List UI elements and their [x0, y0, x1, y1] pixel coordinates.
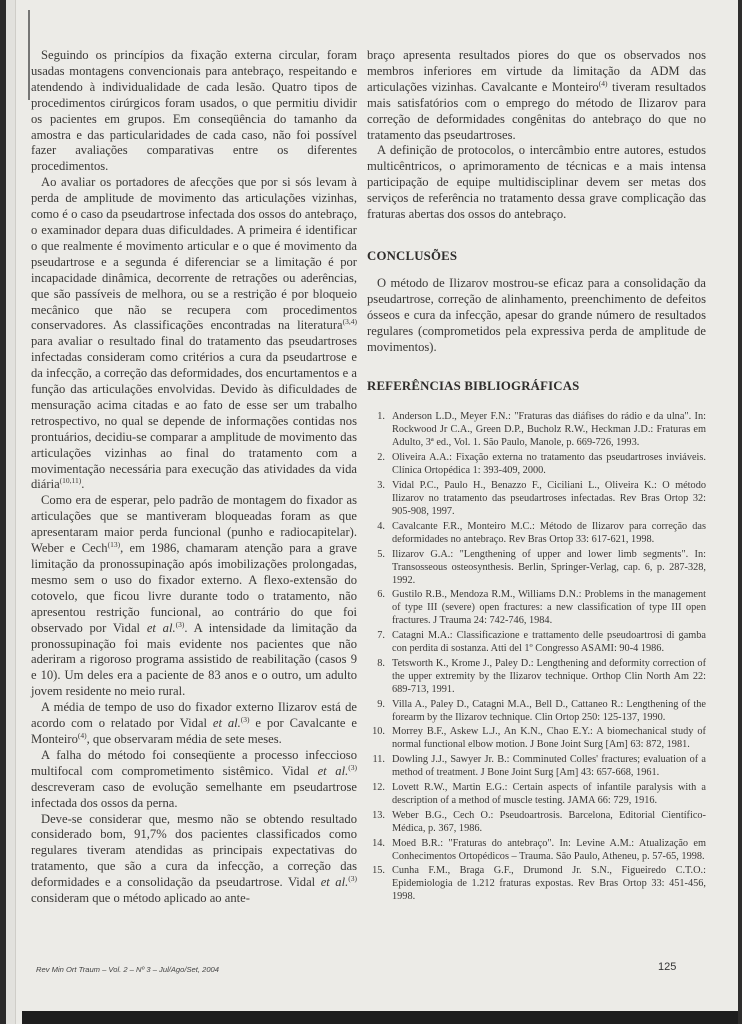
reference-number: 6.	[377, 589, 385, 601]
reference-text: Anderson L.D., Meyer F.N.: "Fraturas das diáfises do rádio e da ulna". In: Rockwood Jr C.A., Green D.P., Bucholz R.W., Heckman J.D.: Fraturas em Adulto, 3ª ed., Vol. 1. São Paulo, Manole, p. 669-726, 1993.	[392, 411, 706, 449]
reference-text: Weber B.G., Cech O.: Pseudoartrosis. Barcelona, Editorial Científico-Médica, p. 367, 1986.	[392, 809, 706, 834]
reference-item	[367, 629, 706, 655]
paragraph-text: Como era de esperar, pelo padrão de montagem do fixador as articulações que se mantiveram bloqueadas foram as que apresentaram maior perda funcional (punho e radiocapitelar). Weber e Cech	[31, 493, 357, 556]
paragraph-text: Seguindo os princípios da fixação externa circular, foram usadas montagens convencionais para antebraço, respeitando e atendendo à individualidade de cada lesão. Quatro tipos de procedimentos cirúrgicos foram usados, o que permitiu dividir os pacientes em grupos. Em conseqüência do tamanho da amostra e das particularidades de cada caso, não foi possível fazer avaliações comparativas entre os diferentes procedimentos.	[31, 48, 357, 174]
reference-item	[367, 753, 706, 779]
reference-item	[367, 451, 706, 477]
reference-text: Moed B.R.: "Fraturas do antebraço". In: Levine A.M.: Atualização em Conhecimentos Ortopédicos – Trauma. São Paulo, Atheneu, p. 57-65, 1998.	[392, 837, 706, 862]
right-column	[367, 48, 706, 905]
citation: (3)	[175, 619, 185, 629]
paragraph-text: braço apresenta resultados piores do que os observados nos membros inferiores em virtude da limitação da ADM das articulações vizinhas. Cavalcante e Monteiro	[367, 48, 706, 94]
citation: (4)	[77, 730, 87, 740]
paragraph-text: para avaliar o resultado final do tratamento das pseudartroses infectadas consideram como critérios a cura da pseudartrose e da infecção, a correção das deformidades, dos encurtamentos e a função das articulações envolvidas. Devido às dificuldades de mensuração acima citadas e ao fato de esse ser um trabalho retrospectivo, no qual se depende de informações contidas nos prontuários, decidiu-se comparar a amplitude de movimento das articulações vizinhas ao final do tratamento com a movimentação necessária para execução das atividades da vida diária	[31, 334, 357, 492]
paragraph	[367, 48, 706, 143]
left-column	[31, 48, 357, 907]
et-al: et al.	[212, 716, 241, 731]
reference-item	[367, 698, 706, 724]
citation: (3,4)	[342, 317, 357, 327]
reference-number: 5.	[377, 548, 385, 560]
reference-text: Oliveira A.A.: Fixação externa no tratamento das pseudartroses inviáveis. Clínica Ortopédica 1: 393-409, 2000.	[392, 452, 706, 477]
reference-text: Tetsworth K., Krome J., Paley D.: Lengthening and deformity correction of the upper extremity by the Ilizarov technique. Orthop Clin North Am 22: 689-713, 1991.	[392, 657, 706, 695]
scan-edge-right	[738, 0, 742, 1024]
reference-item	[367, 410, 706, 449]
reference-number: 4.	[377, 520, 385, 532]
reference-text: Villa A., Paley D., Catagni M.A., Bell D., Cattaneo R.: Lengthening of the forearm by the Ilizarov technique. Clin Ortop 250: 125-137, 1990.	[392, 698, 706, 723]
paragraph	[31, 48, 357, 175]
reference-number: 9.	[377, 698, 385, 710]
et-al: et al.	[320, 875, 349, 890]
reference-text: Lovett R.W., Martin E.G.: Certain aspects of infantile paralysis with a description of a method of muscle testing. JAMA 66: 729, 1916.	[392, 782, 706, 807]
paragraph	[31, 493, 357, 700]
citation: (3)	[348, 874, 357, 884]
reference-number: 13.	[372, 809, 385, 821]
reference-item	[367, 837, 706, 863]
citation: (3)	[240, 715, 250, 725]
paragraph	[31, 812, 357, 907]
reference-text: Cunha F.M., Braga G.F., Drumond Jr. S.N., Figueiredo C.T.O.: Epidemiologia de 1.212 fraturas expostas. Rev Bras Ortop 33: 451-456, 1998.	[392, 865, 706, 903]
citation: (13)	[107, 540, 121, 550]
reference-item	[367, 657, 706, 696]
scan-page-edge	[6, 0, 16, 1024]
paragraph	[367, 143, 706, 223]
paragraph	[31, 700, 357, 748]
paragraph-text: descreveram caso de evolução semelhante em pseudartrose infectada dos ossos da perna.	[31, 779, 357, 810]
reference-number: 7.	[377, 630, 385, 642]
citation: (10,11)	[59, 476, 82, 486]
paragraph-text: , em 1986, chamaram atenção para a grave limitação da pronossupinação após imobilizações prolongadas, mesmo sem o uso do fixador externo. A flexo-extensão do cotovelo, que ficou livre durante todo o tratamento, não apresentou restrição funcional, ao contrário do que foi observado por Vidal	[31, 541, 358, 635]
reference-number: 2.	[377, 452, 385, 464]
paragraph-text: Ao avaliar os portadores de afecções que por si sós levam à perda de amplitude de movimento das articulações vizinhas, como é o caso da pseudartrose infectada dos ossos do antebraço, o examinador depara duas dificuldades. A primeira é identificar o que realmente é movimento articular e o que é movimento da pseudartrose e a segunda é diferenciar se a limitação é por incapacidade dinâmica, decorrente de retrações ou aderências, que são passíveis de melhora, ou se a restrição é por bloqueio mecânico que não se recupera com procedimentos conservadores. As classificações encontradas na literatura	[31, 175, 357, 333]
reference-number: 10.	[372, 726, 385, 738]
reference-item	[367, 781, 706, 807]
paragraph-text: A definição de protocolos, o intercâmbio entre autores, estudos multicêntricos, o aprimoramento de técnicas e a mais intensa participação de equipe multidisciplinar devem ser metas dos serviços de referência no tratamento dessa grave complicação das fraturas abertas dos ossos do antebraço.	[367, 143, 706, 222]
page-number: 125	[658, 961, 677, 973]
reference-number: 14.	[372, 837, 385, 849]
reference-number: 15.	[372, 865, 385, 877]
reference-number: 8.	[377, 657, 385, 669]
reference-item	[367, 479, 706, 518]
reference-list	[367, 410, 706, 903]
reference-number: 12.	[372, 782, 385, 794]
section-heading-references: REFERÊNCIAS BIBLIOGRÁFICAS	[367, 379, 580, 394]
paragraph-text: .	[81, 477, 85, 492]
reference-text: Gustilo R.B., Mendoza R.M., Williams D.N.: Problems in the management of type III (severe) open fractures: a new classification of type III open fractures. J Trauma 24: 742-746, 1984.	[392, 589, 706, 627]
section-heading-conclusions: CONCLUSÕES	[367, 248, 458, 263]
et-al: et al.	[146, 620, 176, 635]
citation: (3)	[348, 762, 357, 772]
reference-item	[367, 864, 706, 903]
et-al: et al.	[317, 763, 349, 778]
reference-text: Vidal P.C., Paulo H., Benazzo F., Ciciliani L., Oliveira K.: O método Ilizarov no tratamento das pseudartroses infectadas. Rev Bras Ortop 32: 905-908, 1997.	[392, 479, 706, 517]
citation: (4)	[598, 78, 608, 88]
reference-text: Cavalcante F.R., Monteiro M.C.: Método de Ilizarov para correção das deformidades no antebraço. Rev Bras Ortop 33: 617-621, 1998.	[392, 520, 706, 545]
reference-text: Catagni M.A.: Classificazione e trattamento delle pseudoartrosi di gamba con perdita di sostanza. Atti del 1º Congresso ASAMI: 90-4 1986.	[392, 630, 706, 655]
scan-edge-bottom	[22, 1011, 738, 1024]
reference-number: 11.	[372, 754, 385, 766]
reference-item	[367, 588, 706, 627]
journal-footer: Rev Min Ort Traum – Vol. 2 – Nº 3 – Jul/Ago/Set, 2004	[36, 965, 219, 974]
reference-item	[367, 725, 706, 751]
reference-number: 1.	[377, 411, 385, 423]
paragraph-text: tiveram resultados mais satisfatórios com o emprego do método de Ilizarov para correção de deformidades congênitas do antebraço do que no tratamento das pseudartroses.	[367, 79, 707, 142]
paragraph-text: . A intensidade da limitação da pronossupinação foi mais evidente nos pacientes que não aderiram a rigoroso programa assistido de reabilitação (casos 9 e 10). Um deles era a paciente de 83 anos e o outro, um adulto jovem residente no meio rural.	[31, 620, 357, 699]
reference-text: Morrey B.F., Askew L.J., An K.N., Chao E.Y.: A biomechanical study of normal functional elbow motion. J Bone Joint Surg [Am] 63: 872, 1981.	[392, 726, 706, 751]
paragraph-text: Deve-se considerar que, mesmo não se obtendo resultado considerado bom, 91,7% dos pacientes classificados como regulares tiveram atendidas as principais expectativas do tratamento, que são a cura da infecção, a correção das deformidades e a consolidação da pseudartrose. Vidal	[31, 811, 357, 890]
paragraph-text: e por Cavalcante e Monteiro	[31, 716, 357, 746]
reference-item	[367, 809, 706, 835]
paragraph	[31, 175, 357, 493]
paragraph	[31, 748, 357, 812]
margin-mark	[28, 10, 30, 100]
paragraph-text: consideram que o método aplicado ao ante-	[31, 891, 250, 906]
paragraph-text: , que observaram média de sete meses.	[86, 731, 282, 746]
reference-text: Dowling J.J., Sawyer Jr. B.: Comminuted Colles' fractures; evaluation of a method of treatment. J Bone Joint Surg [Am] 43: 657-668, 1961.	[392, 754, 706, 779]
reference-item	[367, 548, 706, 587]
paragraph-text: A falha do método foi conseqüente a processo infeccioso multifocal com comprometimento sistêmico. Vidal	[31, 747, 357, 778]
reference-item	[367, 520, 706, 546]
reference-number: 3.	[377, 479, 385, 491]
paragraph-text: A média de tempo de uso do fixador externo Ilizarov está de acordo com o relatado por Vidal	[31, 700, 357, 731]
reference-text: Ilizarov G.A.: "Lengthening of upper and lower limb segments". In: Transosseous osteosynthesis. Berlin, Springer-Verlag, cap. 6, p. 287-328, 1992.	[392, 548, 706, 586]
conclusions-paragraph: O método de Ilizarov mostrou-se eficaz para a consolidação da pseudartrose, correção de alinhamento, preenchimento de defeitos ósseos e cura da infecção, apesar do grande número de resultados regulares (comprometidos pela expressiva perda de amplitude de movimentos).	[367, 275, 706, 354]
